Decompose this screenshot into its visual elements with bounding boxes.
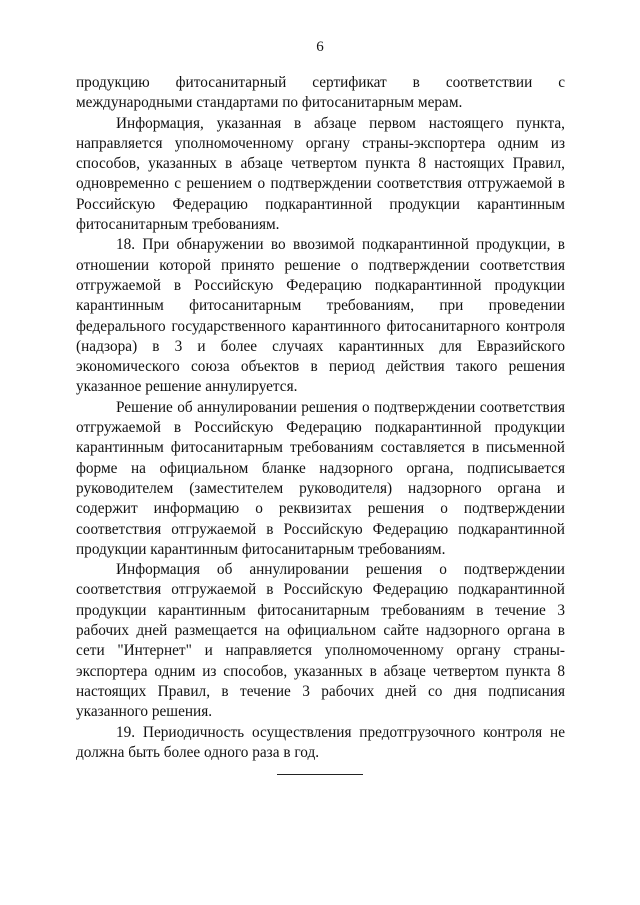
paragraph-item-19: 19. Периодичность осуществления предотгрузочного контроля не должна быть более одного раза в год. [76, 723, 565, 761]
paragraph-continuation: продукцию фитосанитарный сертификат в соответствии с международными стандартами по фитосанитарным мерам. [76, 74, 565, 112]
paragraph-annulment-information: Информация об аннулировании решения о подтверждении соответствия отгружаемой в Российскую Федерацию подкарантинной продукции карантинным фитосанитарным требованиям в течение 3 рабочих дней размещается на официальном сайте надзорного органа в сети "Интернет" и направляется уполномоченному органу страны-экспортера одним из способов, указанных в абзаце четвертом пункта 8 настоящих Правил, в течение 3 рабочих дней со дня подписания указанного решения. [76, 561, 565, 721]
document-body [76, 73, 565, 763]
paragraph-annulment-decision: Решение об аннулировании решения о подтверждении соответствия отгружаемой в Российскую Федерацию подкарантинной продукции карантинным фитосанитарным требованиям составляется в письменной форме на официальном бланке надзорного органа, подписывается руководителем (заместителем руководителя) надзорного органа и содержит информацию о реквизитах решения о подтверждении соответствия отгружаемой в Российскую Федерацию подкарантинной продукции карантинным фитосанитарным требованиям. [76, 398, 565, 558]
paragraph-information-sending: Информация, указанная в абзаце первом настоящего пункта, направляется уполномоченному органу страны-экспортера одним из способов, указанных в абзаце четвертом пункта 8 настоящих Правил, одновременно с решением о подтверждении соответствия отгружаемой в Российскую Федерацию подкарантинной продукции карантинным фитосанитарным требованиям. [76, 114, 565, 234]
paragraph-item-18: 18. При обнаружении во ввозимой подкарантинной продукции, в отношении которой принято решение о подтверждении соответствия отгружаемой в Российскую Федерацию подкарантинной продукции карантинным фитосанитарным требованиям, при проведении федерального государственного карантинного фитосанитарного контроля (надзора) в 3 и более случаях карантинных для Евразийского экономического союза объектов в период действия такого решения указанное решение аннулируется. [76, 236, 565, 396]
end-divider-line [277, 774, 363, 775]
page-number: 6 [316, 39, 324, 55]
